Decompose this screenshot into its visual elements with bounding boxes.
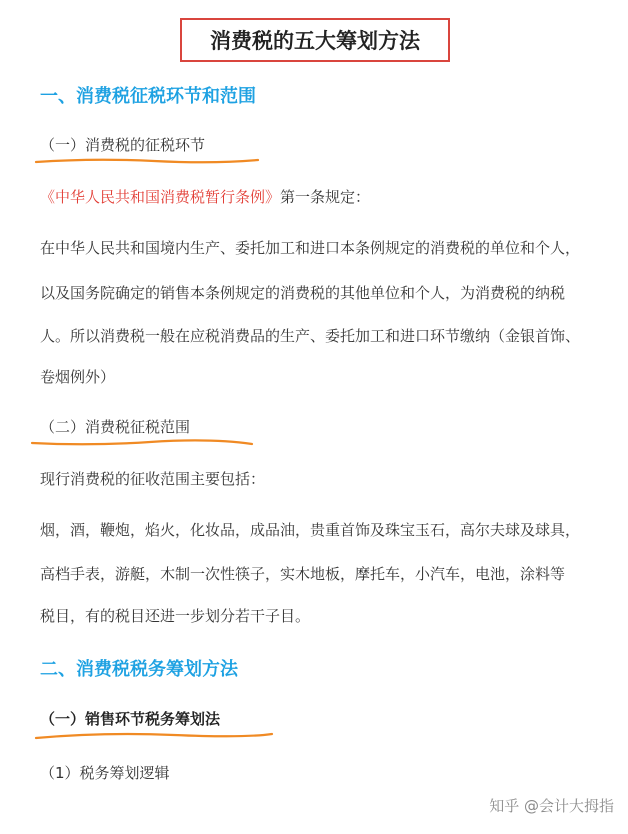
law-reference-suffix: 第一条规定： <box>280 188 371 206</box>
subsection-heading-1-2: （二）消费税征税范围 <box>40 418 191 436</box>
paragraph-line: 税目，有的税目还进一步划分若干子目。 <box>40 607 311 625</box>
paragraph-line: 高档手表，游艇，木制一次性筷子，实木地板，摩托车，小汽车，电池，涂料等 <box>40 565 566 583</box>
orange-underline <box>34 730 278 742</box>
watermark: 知乎 @会计大拇指 <box>489 797 614 815</box>
section-heading-2: 二、消费税税务筹划方法 <box>40 659 238 680</box>
law-reference: 《中华人民共和国消费税暂行条例》 <box>40 188 281 206</box>
paragraph-line: 卷烟例外） <box>40 368 116 386</box>
subsection-heading-2-1: （一）销售环节税务筹划法 <box>40 710 221 728</box>
page-title-text: 消费税的五大筹划方法 <box>210 29 420 53</box>
subsection-heading-1-1: （一）消费税的征税环节 <box>40 136 206 154</box>
section-heading-1: 一、消费税征税环节和范围 <box>40 86 256 107</box>
paragraph-line: 人。所以消费税一般在应税消费品的生产、委托加工和进口环节缴纳（金银首饰、 <box>40 327 581 345</box>
scope-intro: 现行消费税的征收范围主要包括： <box>40 470 266 488</box>
list-item-heading: （1）税务筹划逻辑 <box>40 764 170 782</box>
law-reference-line <box>40 186 610 207</box>
orange-underline <box>30 438 260 448</box>
paragraph-line: 在中华人民共和国境内生产、委托加工和进口本条例规定的消费税的单位和个人， <box>40 239 581 257</box>
orange-underline <box>34 156 264 166</box>
paragraph-line: 以及国务院确定的销售本条例规定的消费税的其他单位和个人，为消费税的纳税 <box>40 284 566 302</box>
page-title <box>180 18 450 62</box>
paragraph-line: 烟，酒，鞭炮，焰火，化妆品，成品油，贵重首饰及珠宝玉石，高尔夫球及球具， <box>40 521 581 539</box>
